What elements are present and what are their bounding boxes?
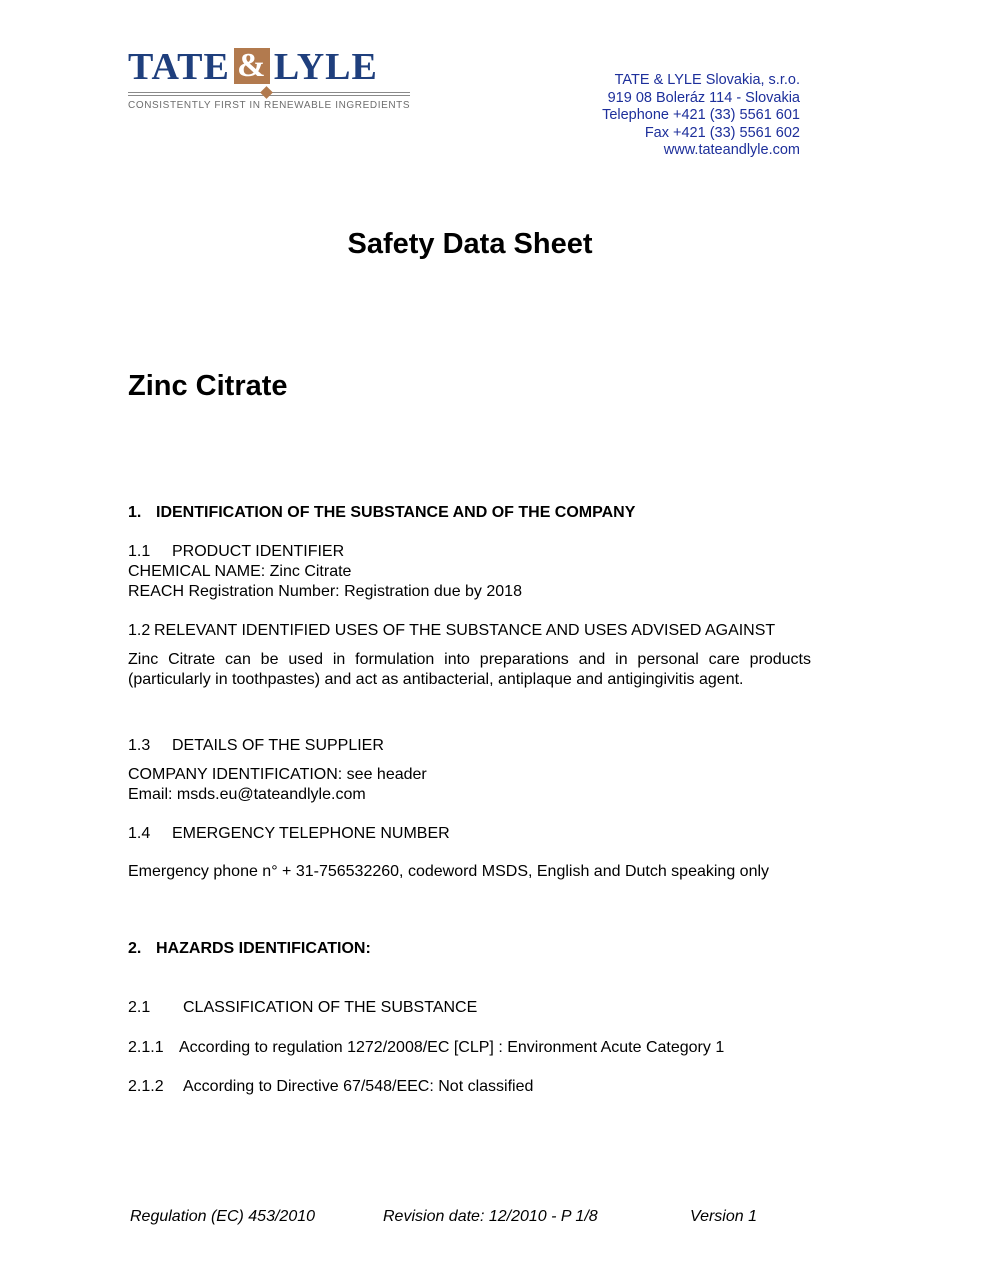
reach-registration: REACH Registration Number: Registration due by 2018 [128, 583, 522, 600]
page-footer [130, 1208, 757, 1226]
logo-word-lyle: LYLE [273, 46, 378, 88]
section-2-1-2-number: 2.1.2 [128, 1078, 164, 1095]
footer-revision: Revision date: 12/2010 - P 1/8 [383, 1208, 598, 1225]
supplier-email[interactable]: Email: msds.eu@tateandlyle.com [128, 786, 366, 803]
company-identification: COMPANY IDENTIFICATION: see header [128, 766, 427, 783]
section-2-1-1 [128, 1038, 724, 1058]
section-1-2-heading [128, 621, 775, 641]
section-1-heading [128, 503, 635, 523]
section-2-title: HAZARDS IDENTIFICATION: [156, 940, 371, 957]
section-2-1-1-number: 2.1.1 [128, 1039, 164, 1056]
footer-version: Version 1 [690, 1208, 757, 1225]
section-2-heading [128, 939, 371, 959]
footer-regulation: Regulation (EC) 453/2010 [130, 1208, 316, 1225]
section-1-4-number: 1.4 [128, 825, 151, 842]
section-2-1-1-text: According to regulation 1272/2008/EC [CLP] : Environment Acute Category 1 [179, 1039, 725, 1056]
section-1-3-number: 1.3 [128, 737, 151, 754]
logo-word-tate: TATE [128, 46, 230, 88]
section-1-2-title: RELEVANT IDENTIFIED USES OF THE SUBSTANCE AND USES ADVISED AGAINST [154, 622, 776, 639]
logo-diamond-icon [260, 86, 273, 99]
company-logo [128, 48, 412, 114]
section-1-number: 1. [128, 504, 142, 521]
section-1-1-heading [128, 542, 344, 562]
product-title: Zinc Citrate [128, 370, 288, 402]
address-telephone: Telephone +421 (33) 5561 601 [602, 107, 800, 123]
address-fax: Fax +421 (33) 5561 602 [644, 124, 800, 141]
chemical-name: CHEMICAL NAME: Zinc Citrate [128, 563, 352, 580]
section-2-1-number: 2.1 [128, 999, 151, 1016]
document-title: Safety Data Sheet [347, 228, 593, 260]
address-company: TATE & LYLE Slovakia, s.r.o. [614, 72, 800, 88]
section-1-4-title: EMERGENCY TELEPHONE NUMBER [172, 825, 450, 842]
section-1-1-number: 1.1 [128, 543, 151, 560]
section-2-1-title: CLASSIFICATION OF THE SUBSTANCE [183, 999, 478, 1016]
address-web[interactable]: www.tateandlyle.com [663, 142, 800, 158]
section-1-title: IDENTIFICATION OF THE SUBSTANCE AND OF THE COMPANY [156, 504, 636, 521]
logo-ampersand: & [234, 48, 270, 84]
section-2-1-heading [128, 998, 477, 1018]
logo-tagline: CONSISTENTLY FIRST IN RENEWABLE INGREDIENTS [128, 100, 411, 111]
section-2-1-2 [128, 1077, 533, 1097]
uses-paragraph: Zinc Citrate can be used in formulation into preparations and in personal care products (particularly in toothpastes) and act as antibacterial, antiplaque and antigingivitis agent. [128, 651, 811, 688]
section-1-3-title: DETAILS OF THE SUPPLIER [172, 737, 384, 754]
logo-wordmark [128, 48, 378, 86]
emergency-phone: Emergency phone n° + 31-756532260, codeword MSDS, English and Dutch speaking only [128, 863, 770, 880]
section-1-1-title: PRODUCT IDENTIFIER [172, 543, 345, 560]
section-2-1-2-text: According to Directive 67/548/EEC: Not classified [183, 1078, 534, 1095]
company-address [602, 72, 800, 160]
section-1-2-number: 1.2 [128, 622, 151, 639]
section-2-number: 2. [128, 940, 142, 957]
section-1-3-heading [128, 736, 384, 756]
section-1-4-heading [128, 824, 450, 844]
address-street: 919 08 Boleráz 114 - Slovakia [607, 89, 800, 106]
